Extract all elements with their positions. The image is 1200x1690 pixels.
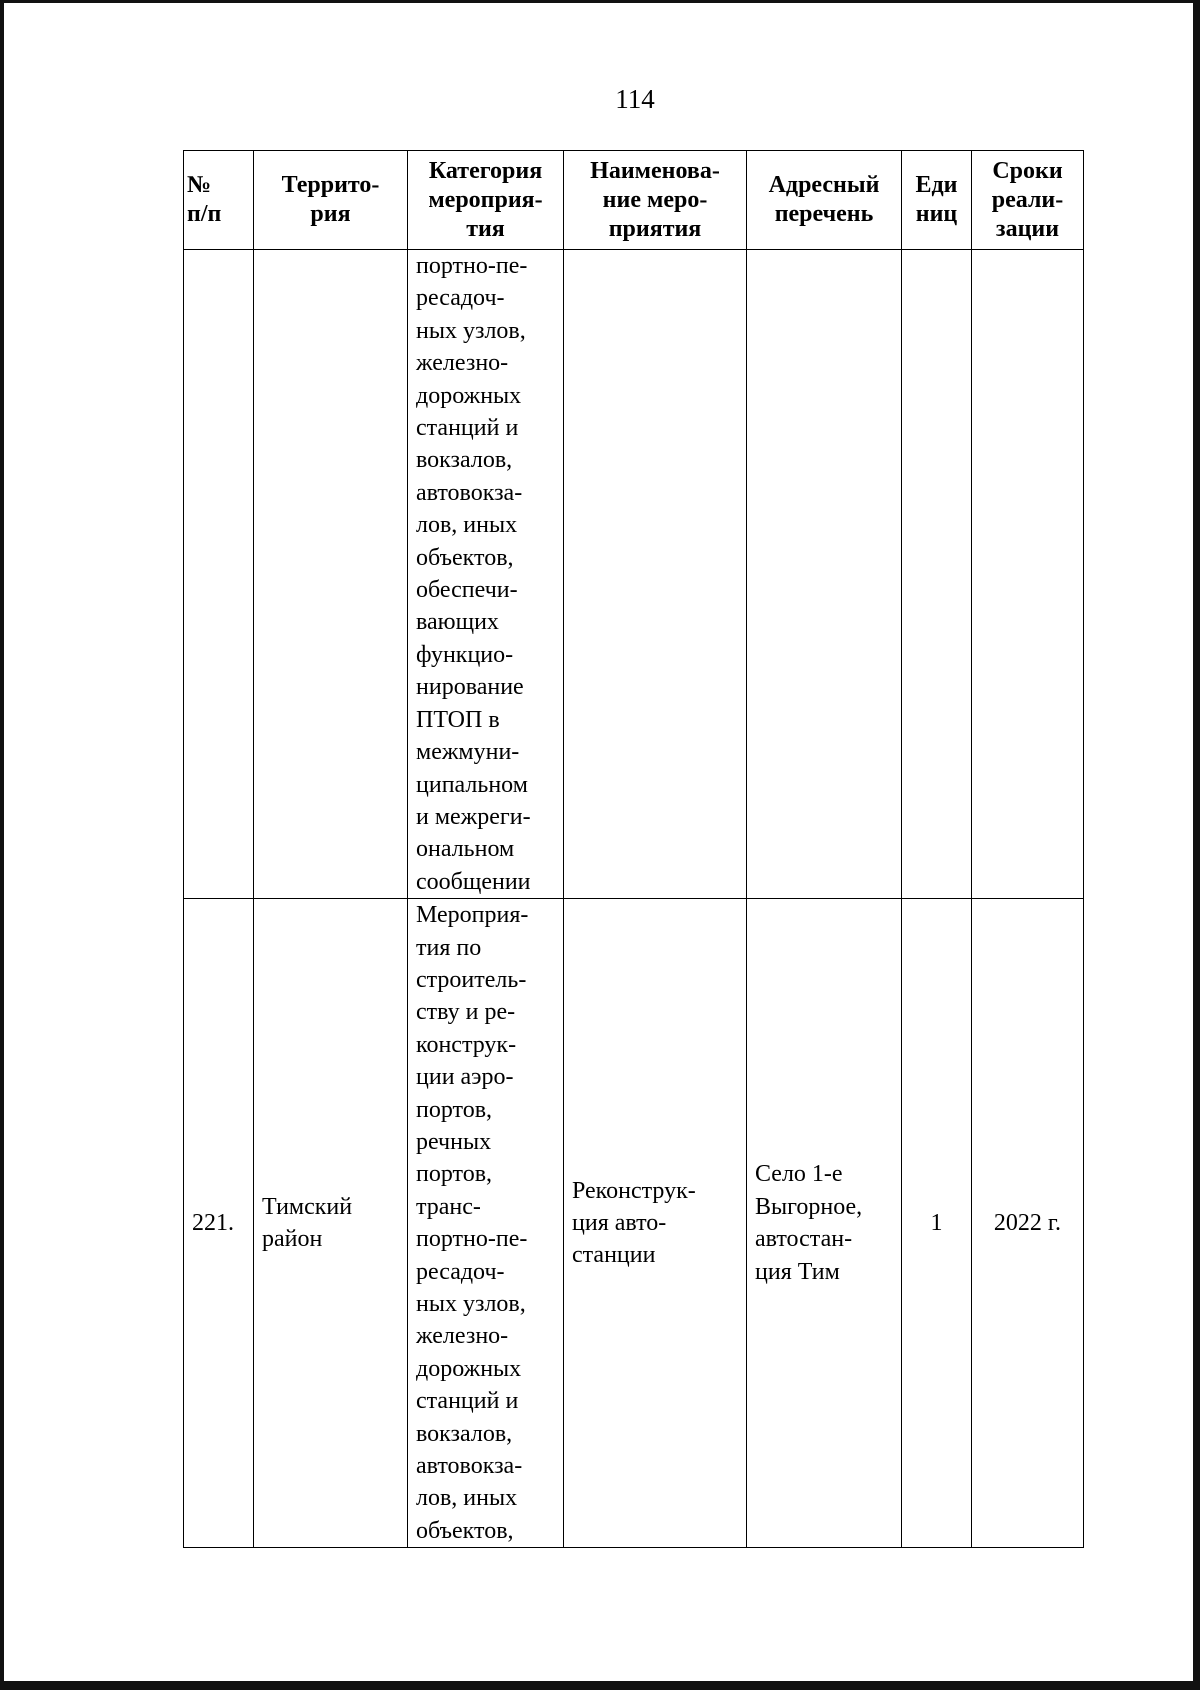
text-line: обеспечи- [416, 577, 518, 604]
row-address [747, 899, 902, 1548]
row-territory [254, 899, 408, 1548]
text-line: п/п [187, 201, 222, 227]
text-line: железно- [416, 350, 509, 377]
text-line: станции [572, 1242, 656, 1269]
header-territory [254, 151, 408, 250]
text-line: Тимский [262, 1193, 353, 1220]
text-line: Выгорное, [755, 1193, 863, 1220]
continuation-row [184, 250, 1084, 899]
text-line: приятия [608, 215, 702, 242]
header-num [184, 151, 254, 250]
text-line: ципальном [416, 771, 528, 798]
text-line: ресадоч- [416, 1258, 505, 1285]
measures-table [183, 150, 1084, 1548]
text-line: и межреги- [416, 803, 531, 830]
text-line: ных узлов, [416, 317, 526, 344]
row-category [408, 899, 564, 1548]
text-line: сообщении [416, 868, 531, 895]
text-line: тия [466, 215, 505, 242]
table-row-221 [184, 899, 1084, 1548]
row-name [564, 899, 747, 1548]
text-line: тия по [416, 934, 482, 961]
text-line: автовокза- [416, 1453, 523, 1480]
cont-category-cell [408, 250, 564, 899]
text-line: Категория [428, 157, 543, 184]
text-line: вокзалов, [416, 447, 513, 474]
text-line: станций и [416, 1388, 519, 1415]
page-number: 114 [615, 84, 655, 114]
text-line: портов, [416, 1161, 493, 1188]
text-line: межмуни- [416, 739, 520, 766]
cont-territory-cell [254, 250, 408, 899]
text-line: функцио- [416, 641, 514, 668]
text-line: ПТОП в [416, 706, 500, 733]
text-line: ниц [915, 201, 958, 227]
text-line: Село 1-е [755, 1161, 843, 1188]
text-line: район [262, 1226, 323, 1253]
text-line: транс- [416, 1193, 481, 1220]
text-line: портно-пе- [416, 1226, 528, 1253]
text-line: ресадоч- [416, 285, 505, 312]
text-line: зации [995, 215, 1060, 242]
text-line: ству и ре- [416, 999, 516, 1026]
row-terms: 2022 г. [972, 899, 1084, 1548]
text-line: речных [416, 1128, 492, 1155]
text-line: железно- [416, 1323, 509, 1350]
header-units [902, 151, 972, 250]
text-line: лов, иных [416, 512, 518, 539]
text-line: мероприя- [428, 186, 543, 213]
header-address [747, 151, 902, 250]
text-line: вающих [416, 609, 499, 636]
text-line: реали- [991, 186, 1064, 213]
text-line: ция Тим [755, 1258, 840, 1285]
row-num: 221. [184, 899, 254, 1548]
text-line: строитель- [416, 966, 527, 993]
cont-units-cell [902, 250, 972, 899]
text-line: Сроки [992, 157, 1063, 184]
text-line: перечень [774, 201, 874, 227]
cont-name-cell [564, 250, 747, 899]
text-line: Террито- [281, 172, 380, 198]
text-line: ция авто- [572, 1209, 667, 1236]
text-line: портно-пе- [416, 253, 528, 279]
text-line: ональном [416, 836, 515, 863]
text-line: автовокза- [416, 479, 523, 506]
text-line: объектов, [416, 1517, 514, 1544]
text-line: Мероприя- [416, 902, 529, 929]
text-line: ных узлов, [416, 1291, 526, 1317]
text-line: лов, иных [416, 1485, 518, 1512]
text-line: конструк- [416, 1031, 517, 1058]
text-line: автостан- [755, 1226, 853, 1253]
row-units: 1 [902, 899, 972, 1548]
text-line: нирование [416, 674, 524, 701]
text-line: ции аэро- [416, 1064, 514, 1091]
text-line: станций и [416, 415, 519, 442]
header-terms [972, 151, 1084, 250]
text-line: вокзалов, [416, 1420, 513, 1447]
text-line: № [187, 172, 212, 198]
text-line: объектов, [416, 544, 514, 571]
text-line: Адресный [768, 172, 880, 198]
header-category [408, 151, 564, 250]
text-line: дорожных [416, 382, 522, 409]
header-name [564, 151, 747, 250]
cont-terms-cell [972, 250, 1084, 899]
table-header-row [184, 151, 1084, 250]
text-line: Наименова- [590, 157, 720, 184]
text-line: дорожных [416, 1355, 522, 1382]
cont-num-cell [184, 250, 254, 899]
cont-address-cell [747, 250, 902, 899]
text-line: рия [310, 201, 351, 227]
text-line: Еди [915, 172, 958, 198]
text-line: ние меро- [602, 186, 708, 213]
text-line: портов, [416, 1096, 493, 1123]
text-line: Реконструк- [572, 1177, 696, 1204]
